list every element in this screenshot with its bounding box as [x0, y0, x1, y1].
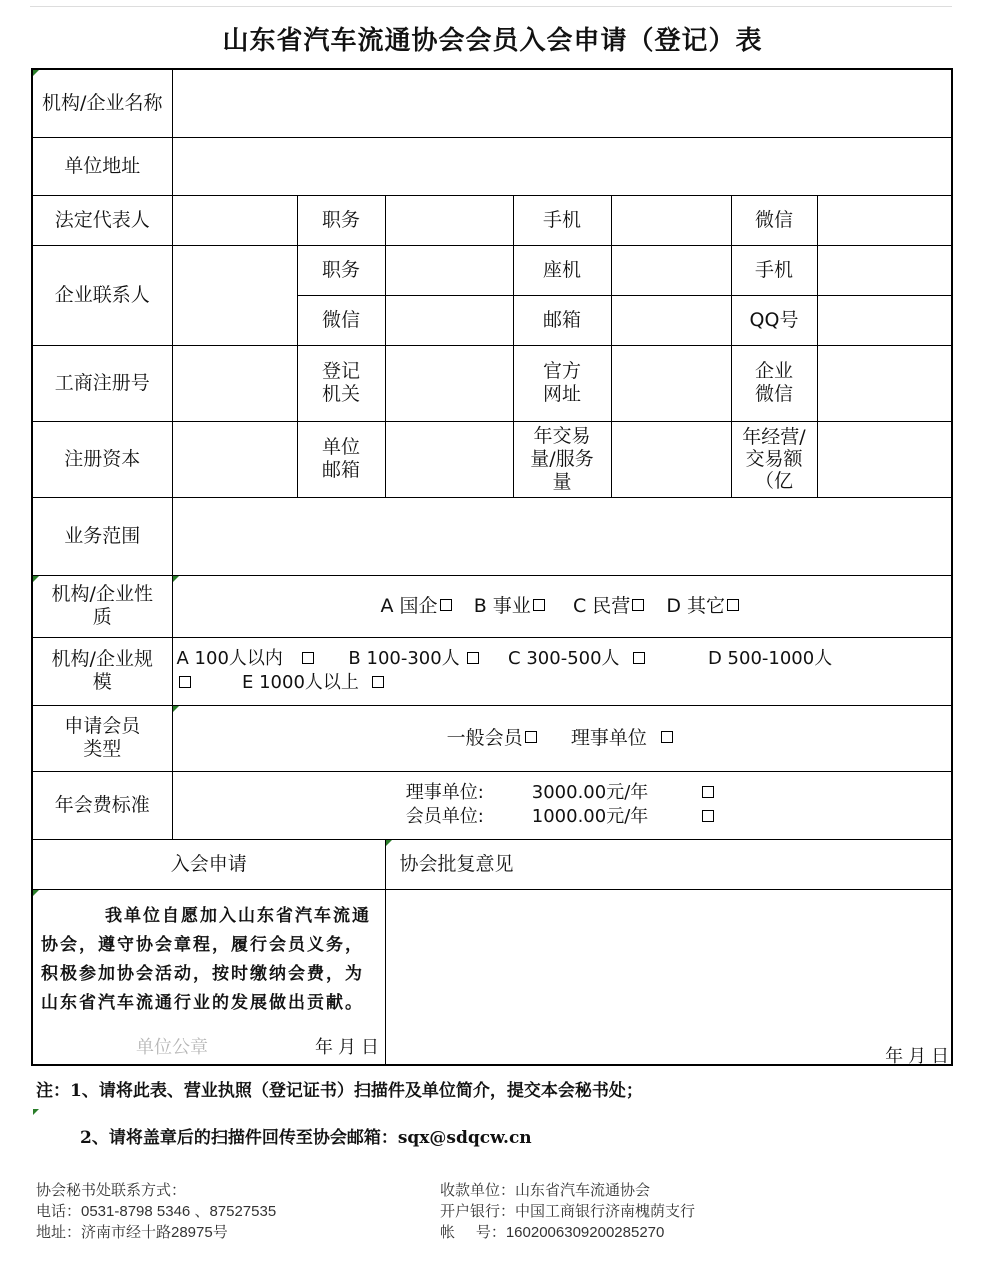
address-label: 单位地址 [32, 137, 172, 195]
scale-option-b[interactable]: B 100-300人 [348, 648, 479, 669]
checkbox-icon[interactable] [372, 676, 384, 688]
contact-landline-label: 座机 [513, 245, 611, 295]
footer-payee: 收款单位：山东省汽车流通协会 [440, 1182, 651, 1199]
annual-volume-field[interactable] [611, 421, 731, 497]
reg-no-label: 工商注册号 [32, 345, 172, 421]
contact-qq-label: QQ号 [731, 295, 817, 345]
footer-bank: 开户银行：中国工商银行济南槐荫支行 [440, 1203, 696, 1220]
footer-payment [440, 1180, 695, 1243]
footer-account: 帐 号：1602006309200285270 [440, 1224, 665, 1241]
legal-rep-wechat-field[interactable] [817, 195, 952, 245]
contact-qq-field[interactable] [817, 295, 952, 345]
fee-standard-label: 年会费标准 [32, 771, 172, 839]
legal-rep-wechat-label: 微信 [731, 195, 817, 245]
scale-option-a[interactable]: A 100人以内 [177, 648, 315, 669]
reg-authority-label: 登记机关 [297, 345, 385, 421]
business-scope-field[interactable] [172, 497, 952, 575]
reg-capital-field[interactable] [172, 421, 297, 497]
contact-field[interactable] [172, 245, 297, 345]
member-type-general[interactable]: 一般会员 [447, 727, 541, 749]
legal-rep-mobile-label: 手机 [513, 195, 611, 245]
org-name-field[interactable] [172, 69, 952, 137]
org-nature-options [172, 575, 952, 637]
nature-option-c[interactable]: C 民营 [573, 595, 648, 617]
org-nature-label: 机构/企业性质 [32, 575, 172, 637]
nature-option-d[interactable]: D 其它 [666, 595, 743, 617]
legal-rep-field[interactable] [172, 195, 297, 245]
nature-option-a[interactable]: A 国企 [381, 595, 456, 617]
footer-contact [36, 1180, 276, 1243]
reg-no-field[interactable] [172, 345, 297, 421]
contact-mobile-field[interactable] [817, 245, 952, 295]
member-type-options [172, 705, 952, 771]
contact-mobile-label: 手机 [731, 245, 817, 295]
checkbox-icon[interactable] [533, 599, 545, 611]
contact-position-field[interactable] [385, 245, 513, 295]
footer-address: 地址：济南市经十路28975号 [36, 1224, 228, 1241]
business-scope-label: 业务范围 [32, 497, 172, 575]
fee-row-member[interactable]: 会员单位: 1000.00元/年 [406, 805, 718, 829]
checkbox-icon[interactable] [525, 731, 537, 743]
corp-wechat-field[interactable] [817, 345, 952, 421]
checkbox-icon[interactable] [661, 731, 673, 743]
checkbox-icon[interactable] [467, 652, 479, 664]
contact-wechat-field[interactable] [385, 295, 513, 345]
website-field[interactable] [611, 345, 731, 421]
legal-rep-label: 法定代表人 [32, 195, 172, 245]
checkbox-icon[interactable] [702, 810, 714, 822]
checkbox-icon[interactable] [633, 652, 645, 664]
checkbox-icon[interactable] [727, 599, 739, 611]
contact-position-label: 职务 [297, 245, 385, 295]
contact-label: 企业联系人 [32, 245, 172, 345]
footer-phone: 电话：0531-8798 5346 、87527535 [36, 1203, 277, 1220]
scale-option-e[interactable]: E 1000人以上 [242, 672, 384, 693]
scale-option-c[interactable]: C 300-500人 [508, 648, 645, 669]
member-type-council[interactable]: 理事单位 [571, 727, 677, 749]
declaration-text: 我单位自愿加入山东省汽车流通协会，遵守协会章程，履行会员义务，积极参加协会活动，按时缴纳会费，为山东省汽车流通行业的发展做出贡献。 [41, 905, 371, 1013]
org-scale-label: 机构/企业规模 [32, 637, 172, 705]
checkbox-icon[interactable] [179, 676, 191, 688]
annual-turnover-label: 年经营/交易额（亿 [731, 421, 817, 497]
legal-rep-position-label: 职务 [297, 195, 385, 245]
org-scale-options [172, 637, 952, 705]
reg-capital-label: 注册资本 [32, 421, 172, 497]
note-2: 2、请将盖章后的扫描件回传至协会邮箱：sqx@sdqcw.cn [80, 1128, 532, 1148]
reg-authority-field[interactable] [385, 345, 513, 421]
address-field[interactable] [172, 137, 952, 195]
unit-email-field[interactable] [385, 421, 513, 497]
legal-rep-position-field[interactable] [385, 195, 513, 245]
corner-mark [33, 1109, 39, 1115]
top-rule [30, 6, 952, 7]
form-title: 山东省汽车流通协会会员入会申请（登记）表 [222, 26, 763, 56]
contact-email-label: 邮箱 [513, 295, 611, 345]
stamp-placeholder: 单位公章 [136, 1037, 208, 1057]
approval-opinion-field[interactable] [385, 889, 952, 1065]
note-1: 注：1、请将此表、营业执照（登记证书）扫描件及单位简介，提交本会秘书处； [36, 1081, 643, 1101]
contact-email-field[interactable] [611, 295, 731, 345]
apply-date: 年 月 日 [315, 1037, 380, 1057]
contact-wechat-label: 微信 [297, 295, 385, 345]
fee-standard-options [172, 771, 952, 839]
legal-rep-mobile-field[interactable] [611, 195, 731, 245]
member-type-label: 申请会员类型 [32, 705, 172, 771]
approval-date: 年 月 日 [885, 1046, 950, 1066]
checkbox-icon[interactable] [302, 652, 314, 664]
footer-contact-title: 协会秘书处联系方式： [36, 1182, 187, 1199]
checkbox-icon[interactable] [702, 786, 714, 798]
approval-section-header: 协会批复意见 [385, 839, 952, 889]
annual-volume-label: 年交易量/服务量 [513, 421, 611, 497]
corp-wechat-label: 企业微信 [731, 345, 817, 421]
declaration-cell [32, 889, 385, 1065]
website-label: 官方网址 [513, 345, 611, 421]
apply-section-header: 入会申请 [32, 839, 385, 889]
application-form-table [31, 68, 953, 1066]
scale-option-d[interactable]: D 500-1000人 [707, 648, 833, 669]
fee-row-council[interactable]: 理事单位: 3000.00元/年 [406, 781, 718, 805]
contact-landline-field[interactable] [611, 245, 731, 295]
org-name-label: 机构/企业名称 [32, 69, 172, 137]
annual-turnover-field[interactable] [817, 421, 952, 497]
checkbox-icon[interactable] [632, 599, 644, 611]
nature-option-b[interactable]: B 事业 [474, 595, 549, 617]
checkbox-icon[interactable] [440, 599, 452, 611]
unit-email-label: 单位邮箱 [297, 421, 385, 497]
